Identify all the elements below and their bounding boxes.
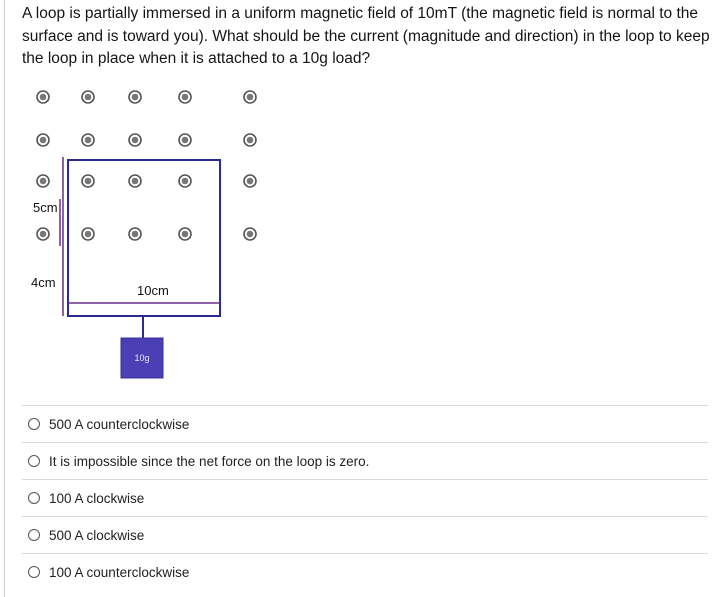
radio-button-icon[interactable] [28,566,40,578]
label-10cm: 10cm [137,283,169,298]
field-dot-icon [37,91,49,103]
field-dot-icon [179,175,191,187]
option-5[interactable] [22,553,708,590]
field-dot-icon [129,91,141,103]
field-dot-icon [129,134,141,146]
option-1[interactable] [22,405,708,442]
option-3[interactable] [22,479,708,516]
field-dot-icon [129,228,141,240]
field-dot-icon [37,134,49,146]
option-label: 100 A clockwise [49,490,145,506]
option-label: 500 A counterclockwise [49,416,190,432]
field-dot-icon [244,91,256,103]
option-label: 500 A clockwise [49,527,145,543]
option-2[interactable] [22,442,708,479]
radio-button-icon[interactable] [28,418,40,430]
field-dot-icon [82,134,94,146]
field-dot-icon [37,175,49,187]
field-dot-icon [82,91,94,103]
field-dot-icon [82,228,94,240]
load-label: 10g [134,353,150,363]
radio-button-icon[interactable] [28,529,40,541]
label-4cm: 4cm [31,275,56,290]
option-4[interactable] [22,516,708,553]
field-dot-icon [179,228,191,240]
radio-button-icon[interactable] [28,492,40,504]
field-dot-icon [244,134,256,146]
option-label: It is impossible since the net force on the loop is zero. [49,453,370,469]
field-dot-icon [129,175,141,187]
field-dot-icon [37,228,49,240]
field-dot-icon [82,175,94,187]
field-dot-icon [179,91,191,103]
field-dot-icon [179,134,191,146]
field-dot-icon [244,228,256,240]
label-5cm: 5cm [33,200,58,215]
option-label: 100 A counterclockwise [49,564,190,580]
field-dot-icon [244,175,256,187]
radio-button-icon[interactable] [28,455,40,467]
question-text: A loop is partially immersed in a uniform magnetic field of 10mT (the magnetic field is normal to the surface and is toward you). What should be the current (magnitude and direction) in the loop to keep the loop in place when it is attached to a 10g load? [22,5,710,67]
